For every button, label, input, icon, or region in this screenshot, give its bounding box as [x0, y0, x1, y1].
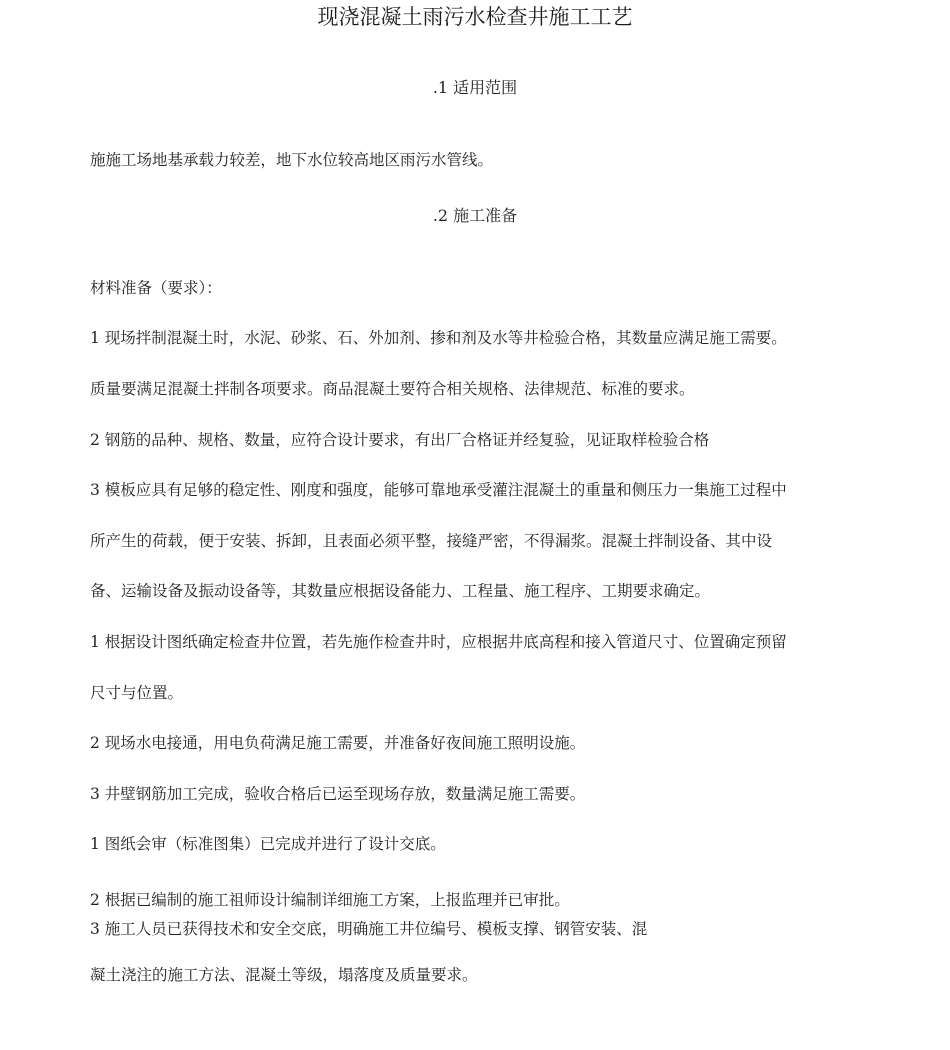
paragraph-line: 2 现场水电接通，用电负荷满足施工需要，并准备好夜间施工照明设施。 — [90, 734, 586, 752]
paragraph-line: 1 现场拌制混凝土时，水泥、砂浆、石、外加剂、掺和剂及水等井检验合格，其数量应满足施工需要。 — [90, 329, 787, 347]
paragraph-line: 3 井壁钢筋加工完成，验收合格后已运至现场存放，数量满足施工需要。 — [90, 785, 586, 803]
paragraph-line: 3 模板应具有足够的稳定性、刚度和强度，能够可靠地承受灌注混凝土的重量和侧压力一集施工过程中 — [90, 481, 787, 499]
paragraph-line: 2 钢筋的品种、规格、数量，应符合设计要求，有出厂合格证并经复验，见证取样检验合格 — [90, 431, 710, 449]
paragraph-line: 所产生的荷载，便于安装、拆卸，且表面必须平整，接缝严密，不得漏浆。混凝土拌制设备、其中设 — [90, 532, 773, 550]
paragraph-line: 备、运输设备及振动设备等，其数量应根据设备能力、工程量、施工程序、工期要求确定。 — [90, 582, 711, 600]
paragraph-line: 凝土浇注的施工方法、混凝土等级，塌落度及质量要求。 — [90, 966, 478, 984]
paragraph-scope-text: 施施工场地基承载力较差，地下水位较高地区雨污水管线。 — [90, 151, 494, 169]
paragraph-line: 1 根据设计图纸确定检查井位置，若先施作检查井时，应根据井底高程和接入管道尺寸、位置确定预留 — [90, 633, 787, 651]
paragraph-line: 1 图纸会审（标准图集）已完成并进行了设计交底。 — [90, 835, 446, 853]
paragraph-line: 尺寸与位置。 — [90, 684, 184, 702]
paragraph-line: 质量要满足混凝土拌制各项要求。商品混凝土要符合相关规格、法律规范、标准的要求。 — [90, 380, 695, 398]
section-heading-preparation: .2 施工准备 — [432, 206, 518, 225]
document-title: 现浇混凝土雨污水检查井施工工艺 — [317, 5, 633, 29]
paragraph-line: 3 施工人员已获得技术和安全交底，明确施工井位编号、模板支撑、钢管安装、混 — [90, 920, 648, 938]
paragraph-materials-label: 材料准备（要求）： — [90, 279, 222, 297]
paragraph-line: 2 根据已编制的施工祖师设计编制详细施工方案，上报监理并已审批。 — [90, 891, 570, 909]
section-heading-scope: .1 适用范围 — [432, 78, 518, 97]
